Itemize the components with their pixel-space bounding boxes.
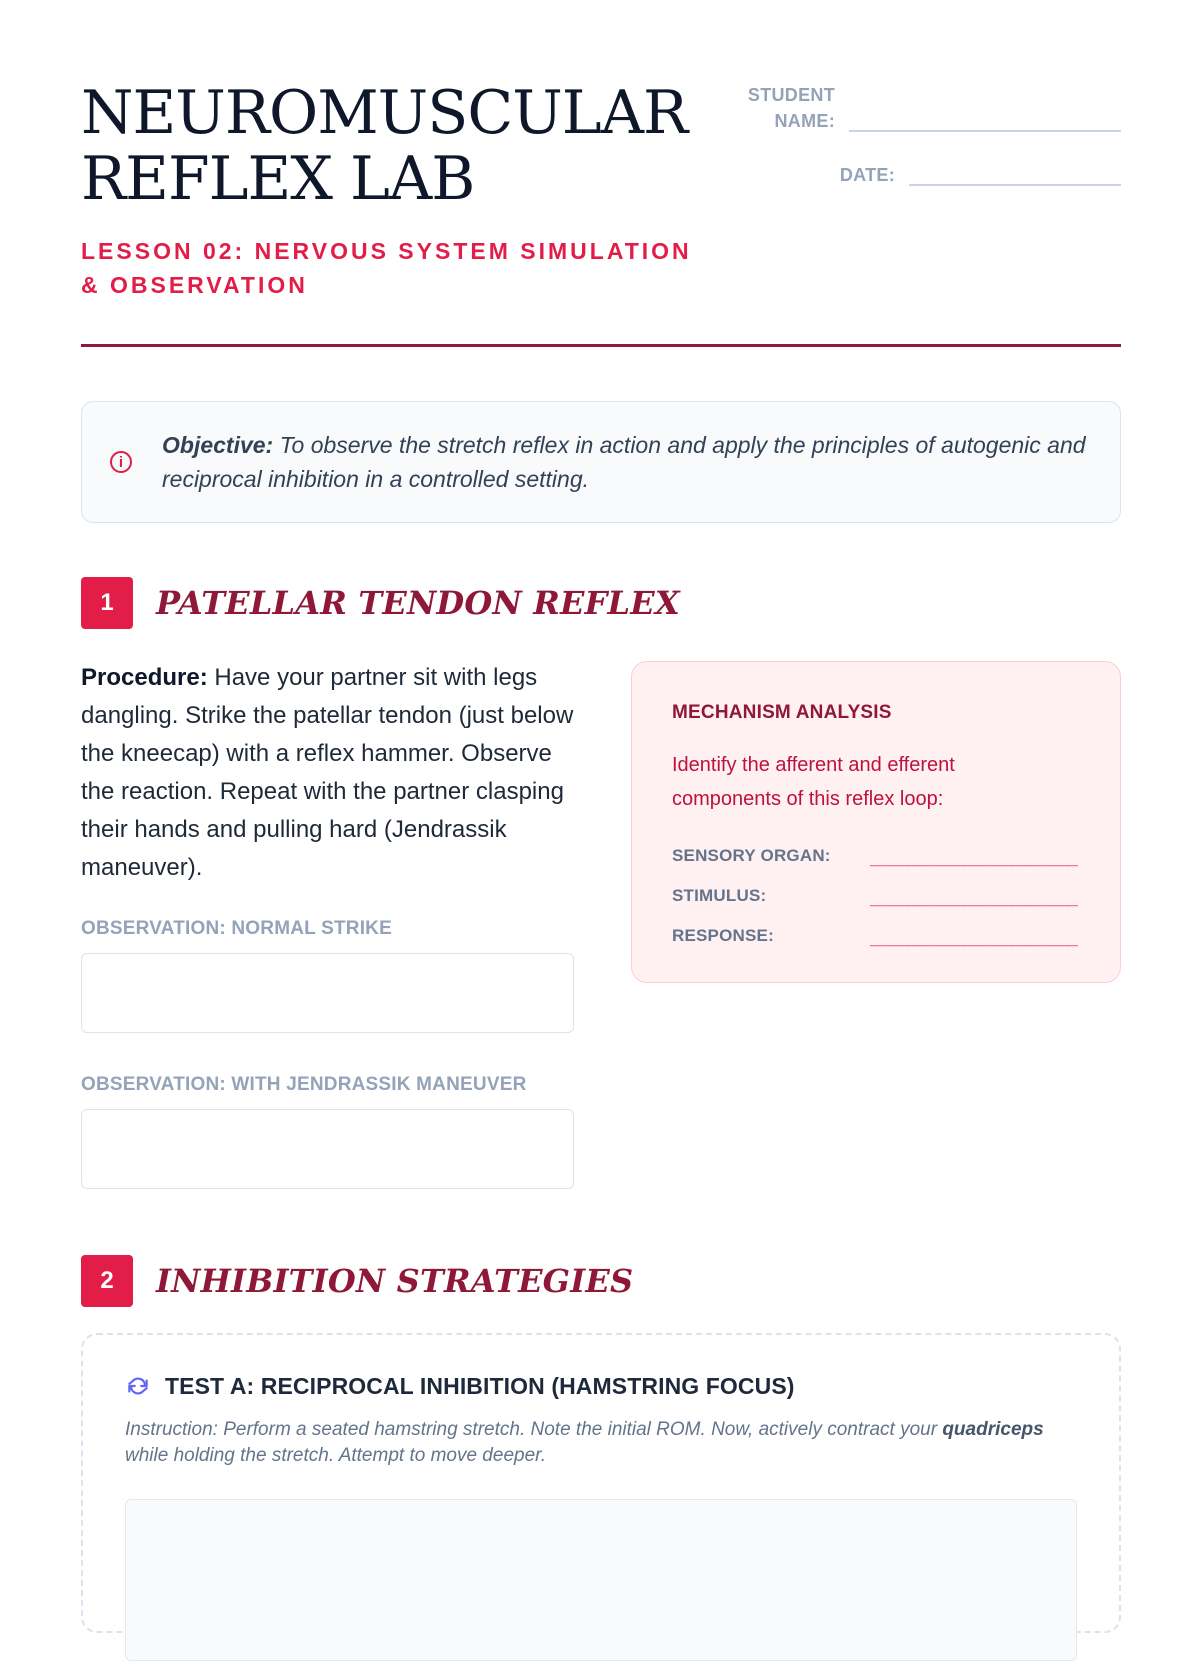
procedure-label: Procedure: (81, 664, 208, 691)
test-a-title: TEST A: RECIPROCAL INHIBITION (HAMSTRING FOCUS) (165, 1373, 795, 1399)
refresh-icon (125, 1373, 151, 1399)
stimulus-blank[interactable]: ______________________ (870, 888, 1078, 908)
objective-text (162, 428, 1086, 496)
instruction-after: while holding the stretch. Attempt to move deeper. (125, 1445, 547, 1466)
section-2-title: INHIBITION STRATEGIES (156, 1262, 634, 1300)
date-row (739, 162, 1121, 188)
section-1-number: 1 (81, 577, 133, 629)
worksheet-page (81, 80, 1121, 1633)
worksheet-header (81, 80, 1121, 302)
test-a-heading (125, 1371, 1077, 1401)
objective-description: To observe the stretch reflex in action and apply the principles of autogenic and reciprocal inhibition in a controlled setting. (162, 432, 1086, 492)
stimulus-row (672, 876, 1080, 916)
procedure-description: Have your partner sit with legs dangling. Strike the patellar tendon (just below the kneecap) with a reflex hammer. Observe the reaction. Repeat with the partner clasping their hands and pulling hard (Jendrassik maneuver). (81, 664, 574, 881)
date-label: DATE: (839, 165, 895, 185)
student-name-field[interactable] (849, 128, 1121, 132)
mechanism-title: MECHANISM ANALYSIS (672, 702, 892, 723)
jendrassik-observation-field[interactable] (81, 1109, 574, 1189)
sensory-organ-blank[interactable]: ______________________ (870, 848, 1078, 868)
test-a-answer-area[interactable] (125, 1499, 1077, 1661)
section-1-heading (81, 577, 1121, 629)
title-block (81, 80, 701, 302)
title-line-2: REFLEX LAB (81, 144, 475, 214)
student-name-label (739, 82, 835, 134)
student-info (739, 80, 1121, 208)
date-field[interactable] (909, 182, 1121, 186)
instruction-emphasis: quadriceps (942, 1419, 1044, 1440)
section-2-number: 2 (81, 1255, 133, 1307)
section-1-title: PATELLAR TENDON REFLEX (156, 584, 680, 622)
section-patellar-reflex (81, 577, 1121, 1189)
response-row (672, 916, 1080, 956)
objective-callout (81, 401, 1121, 523)
stimulus-label: STIMULUS: (672, 886, 767, 905)
mechanism-analysis-panel (631, 661, 1121, 983)
test-a-card (81, 1333, 1121, 1633)
mechanism-description: Identify the afferent and efferent components of this reflex loop: (672, 754, 955, 810)
instruction-before: Instruction: Perform a seated hamstring stretch. Note the initial ROM. Now, actively contract your (125, 1419, 943, 1440)
student-label-line-2: NAME: (774, 111, 835, 131)
info-icon: i (110, 451, 132, 473)
normal-strike-observation-field[interactable] (81, 953, 574, 1033)
student-name-row (739, 82, 1121, 134)
title-line-1: NEUROMUSCULAR (81, 78, 688, 148)
sensory-organ-label: SENSORY ORGAN: (672, 846, 831, 865)
normal-strike-label: OBSERVATION: NORMAL STRIKE (81, 918, 392, 939)
section-1-content (81, 659, 1121, 1189)
page-title (81, 80, 701, 212)
procedure-column (81, 659, 574, 1189)
test-a-instruction (125, 1417, 1065, 1469)
response-label: RESPONSE: (672, 926, 774, 945)
student-label-line-1: STUDENT (747, 85, 835, 105)
section-inhibition-strategies (81, 1255, 1121, 1633)
objective-label: Objective: (162, 432, 274, 458)
response-blank[interactable]: ______________________ (870, 928, 1078, 948)
jendrassik-label: OBSERVATION: WITH JENDRASSIK MANEUVER (81, 1074, 527, 1095)
header-divider (81, 344, 1121, 347)
procedure-text (81, 659, 574, 887)
lesson-subtitle: LESSON 02: NERVOUS SYSTEM SIMULATION & OBSERVATION (81, 238, 692, 298)
section-2-heading (81, 1255, 1121, 1307)
mechanism-fields (672, 836, 1080, 956)
sensory-organ-row (672, 836, 1080, 876)
